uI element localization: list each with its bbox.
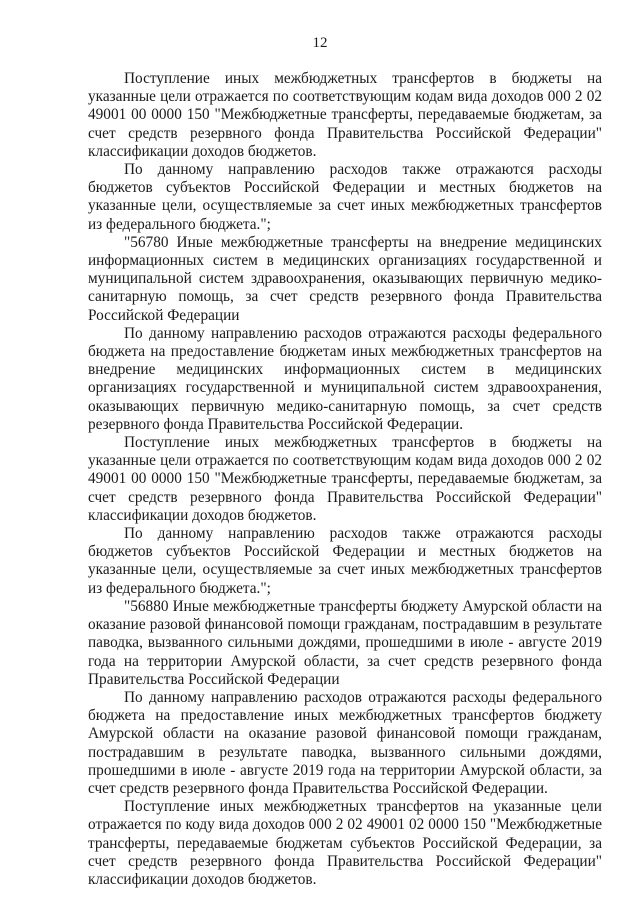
paragraph-regional-expenses-1: По данному направлению расходов также отражаются расходы бюджетов субъектов Российской Федерации и местных бюджетов на указанные цели, осуществляемые за счет иных межбюджетных трансфертов из федерального бюджета."; <box>88 161 602 233</box>
paragraph-code-56880-heading: "56880 Иные межбюджетные трансферты бюджету Амурской области на оказание разовой финансовой помощи гражданам, пострадавшим в результате паводка, вызванного сильными дождями, прошедшими в июле - августе 2019 года на территории Амурской области, за счет средств резервного фонда Правительства Российской Федерации <box>88 597 602 688</box>
paragraph-regional-expenses-2: По данному направлению расходов также отражаются расходы бюджетов субъектов Российской Федерации и местных бюджетов на указанные цели, осуществляемые за счет иных межбюджетных трансфертов из федерального бюджета."; <box>88 525 602 597</box>
paragraph-revenue-receipt-2: Поступление иных межбюджетных трансфертов в бюджеты на указанные цели отражается по соответствующим кодам вида доходов 000 2 02 49001 00 0000 150 "Межбюджетные трансферты, передаваемые бюджетам, за счет средств резервного фонда Правительства Российской Федерации" классификации доходов бюджетов. <box>88 434 602 524</box>
paragraph-revenue-receipt-1: Поступление иных межбюджетных трансфертов в бюджеты на указанные цели отражается по соответствующим кодам вида доходов 000 2 02 49001 00 0000 150 "Межбюджетные трансферты, передаваемые бюджетам, за счет средств резервного фонда Правительства Российской Федерации" классификации доходов бюджетов. <box>88 70 602 160</box>
page-number: 12 <box>312 35 328 51</box>
paragraph-code-56780-heading: "56780 Иные межбюджетные трансферты на внедрение медицинских информационных систем в медицинских организациях государственной и муниципальной систем здравоохранения, оказывающих первичную медико-санитарную помощь, за счет средств резервного фонда Правительства Российской Федерации <box>88 233 602 324</box>
paragraph-code-56880-expenses: По данному направлению расходов отражаются расходы федерального бюджета на предоставление иных межбюджетных трансфертов бюджету Амурской области на оказание разовой финансовой помощи гражданам, пострадавшим в результате паводка, вызванного сильными дождями, прошедшими в июле - августе 2019 года на территории Амурской области, за счет средств резервного фонда Правительства Российской Федерации. <box>88 688 602 797</box>
document-body <box>88 70 602 889</box>
paragraph-revenue-receipt-3: Поступление иных межбюджетных трансфертов на указанные цели отражается по коду вида доходов 000 2 02 49001 02 0000 150 "Межбюджетные трансферты, передаваемые бюджетам субъектов Российской Федерации, за счет средств резервного фонда Правительства Российской Федерации" классификации доходов бюджетов. <box>88 798 602 888</box>
paragraph-code-56780-expenses: По данному направлению расходов отражаются расходы федерального бюджета на предоставление бюджетам иных межбюджетных трансфертов на внедрение медицинских информационных систем в медицинских организациях государственной и муниципальной систем здравоохранения, оказывающих первичную медико-санитарную помощь, за счет средств резервного фонда Правительства Российской Федерации. <box>88 324 602 433</box>
